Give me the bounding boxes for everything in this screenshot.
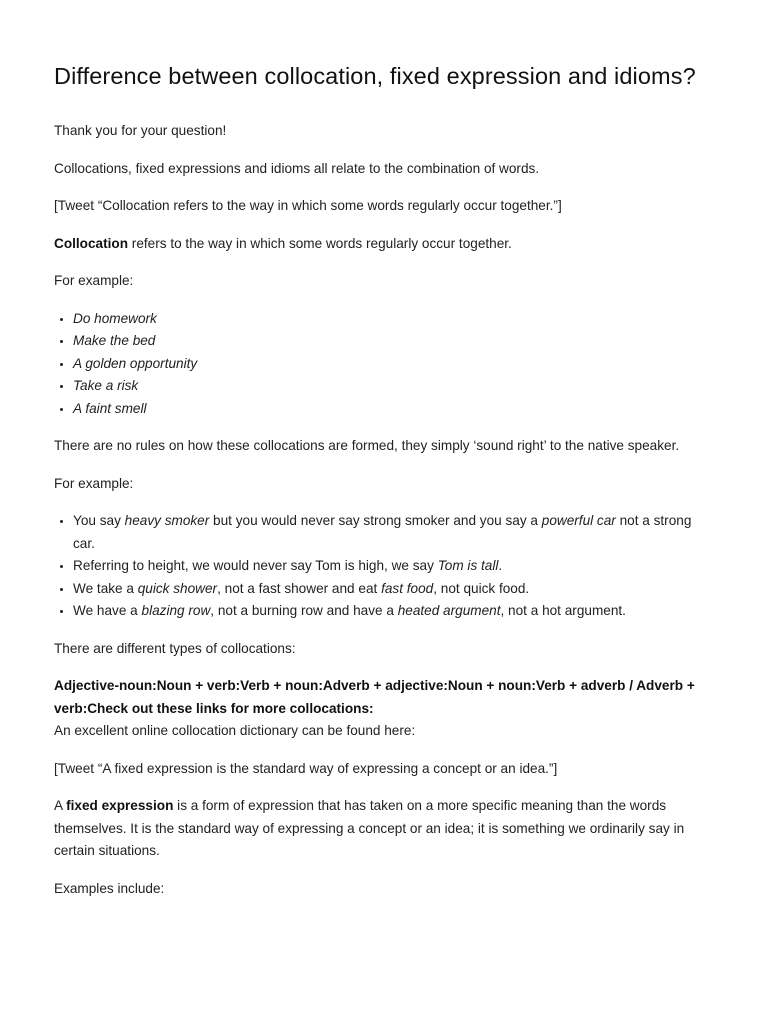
- list-item: [73, 555, 714, 578]
- examples-include-label: Examples include:: [54, 880, 165, 896]
- tweet-collocation: [Tweet “Collocation refers to the way in which some words regularly occur together.”]: [54, 198, 562, 213]
- no-rules-paragraph: There are no rules on how these collocations are formed, they simply ‘sound right’ to the native speaker.: [54, 438, 680, 453]
- example-text: A golden opportunity: [73, 355, 198, 371]
- emphasis: Tom is tall: [437, 558, 499, 573]
- text: We have a: [73, 603, 142, 618]
- text: .: [498, 558, 503, 573]
- emphasis: powerful car: [541, 513, 616, 528]
- text: , not a hot argument.: [500, 603, 626, 618]
- collocation-example-list: [54, 308, 714, 421]
- example-text: Do homework: [73, 310, 157, 326]
- example-text: Make the bed: [73, 333, 156, 348]
- list-item: [73, 600, 714, 623]
- emphasis: quick shower: [137, 580, 218, 596]
- for-example-label-2: For example:: [54, 475, 134, 491]
- list-item: [73, 510, 714, 555]
- text: , not a fast shower and eat: [217, 580, 382, 596]
- list-item: [73, 308, 714, 331]
- intro-relation: Collocations, fixed expressions and idioms all relate to the combination of words.: [54, 160, 540, 176]
- contrast-example-list: [54, 510, 714, 623]
- text: You say: [73, 513, 125, 528]
- text: not a strong car.: [73, 513, 692, 551]
- list-item: [73, 578, 714, 601]
- collocation-term: Collocation: [54, 235, 129, 251]
- emphasis: blazing row: [141, 603, 211, 618]
- list-item: [73, 330, 714, 353]
- text: but you would never say strong smoker and you say a: [209, 513, 542, 528]
- emphasis: heated argument: [397, 603, 501, 618]
- list-item: [73, 353, 714, 376]
- emphasis: heavy smoker: [124, 513, 210, 528]
- dictionary-paragraph: An excellent online collocation dictionary can be found here:: [54, 723, 416, 738]
- text: Referring to height, we would never say Tom is high, we say: [73, 558, 438, 573]
- for-example-label-1: For example:: [54, 273, 134, 288]
- collocation-definition-paragraph: [54, 233, 714, 256]
- fixed-expression-paragraph: [54, 795, 714, 863]
- fixed-expression-term: fixed expression: [66, 798, 174, 813]
- example-text: Take a risk: [73, 378, 139, 393]
- list-item: [73, 398, 714, 421]
- fixed-expression-definition: is a form of expression that has taken on a more specific meaning than the words themselves. It is the standard way of expressing a concept or an idea; it is something we ordinarily say in certain situations.: [54, 798, 685, 858]
- tweet-fixed-expression: [Tweet “A fixed expression is the standard way of expressing a concept or an idea.”]: [54, 760, 558, 776]
- example-text: A faint smell: [73, 400, 147, 416]
- intro-thanks: Thank you for your question!: [54, 123, 227, 138]
- list-item: [73, 375, 714, 398]
- collocation-types-list: Adjective-noun:Noun + verb:Verb + noun:Adverb + adjective:Noun + noun:Verb + adverb / Adverb + verb:Check out these links for more collocations:: [54, 678, 695, 716]
- emphasis: fast food: [381, 580, 434, 596]
- text: , not a burning row and have a: [210, 603, 398, 618]
- article-title: Difference between collocation, fixed expression and idioms?: [54, 63, 696, 89]
- text: We take a: [73, 580, 138, 596]
- text: , not quick food.: [433, 580, 530, 596]
- types-intro: There are different types of collocations:: [54, 640, 296, 656]
- text: A: [54, 798, 67, 813]
- collocation-definition: refers to the way in which some words regularly occur together.: [128, 235, 512, 251]
